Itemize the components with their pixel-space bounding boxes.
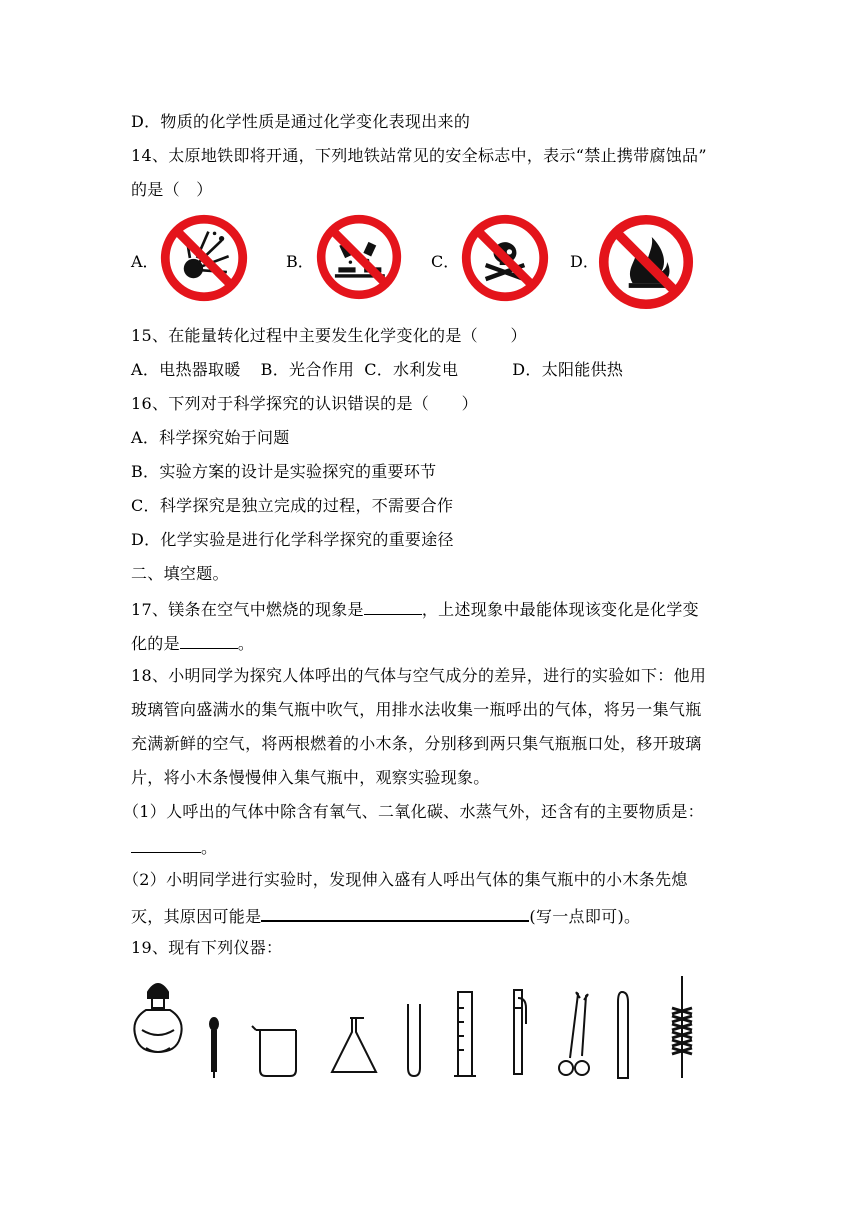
question-18-line4: 片，将小木条慢慢伸入集气瓶中，观察实验现象。 <box>131 768 490 787</box>
question-18-part2-answer: 灭，其原因可能是 (写一点即可)。 <box>131 904 640 927</box>
dropper-icon <box>210 1018 218 1078</box>
question-17-line1: 17、镁条在空气中燃烧的现象是 ，上述现象中最能体现该变化是化学变 <box>131 600 699 619</box>
conical-flask-icon <box>332 1018 376 1072</box>
question-18-line1: 18、小明同学为探究人体呼出的气体与空气成分的差异，进行的实验如下：他用 <box>131 666 707 685</box>
q14-option-c-label: C． <box>431 252 460 271</box>
question-19-stem: 19、现有下列仪器： <box>131 938 283 957</box>
q14-option-d-label: D． <box>570 252 599 271</box>
q17-blank-1[interactable] <box>364 598 422 615</box>
test-tube-icon <box>408 1004 420 1076</box>
question-18-line2: 玻璃管向盛满水的集气瓶中吹气，用排水法收集一瓶呼出的气体，将另一集气瓶 <box>131 700 702 719</box>
q14-option-a-label: A． <box>131 252 159 271</box>
q16-option-c: C．科学探究是独立完成的过程，不需要合作 <box>131 496 454 515</box>
q17-blank-2[interactable] <box>180 632 238 649</box>
question-17-line2: 化的是 。 <box>131 634 255 653</box>
question-14-stem: 14、太原地铁即将开通，下列地铁站常见的安全标志中，表示“禁止携带腐蚀品” <box>131 146 707 165</box>
q15-option-c: C．水利发电 <box>364 360 459 379</box>
q16-option-a: A．科学探究始于问题 <box>131 428 290 447</box>
q15-option-d: D．太阳能供热 <box>512 360 624 379</box>
q15-option-a: A．电热器取暖 <box>131 360 241 379</box>
beaker-icon <box>252 1026 296 1076</box>
crucible-tongs-icon <box>559 993 589 1075</box>
lab-instruments-figure <box>128 968 708 1088</box>
question-15-stem: 15、在能量转化过程中主要发生化学变化的是（ ） <box>131 326 527 345</box>
glass-rod-icon <box>618 992 628 1078</box>
flammable-prohibition-sign-icon <box>598 214 694 310</box>
q14-options-row <box>0 214 860 310</box>
question-14-stem-end: 的是（ ） <box>131 180 213 199</box>
q15-option-b: B．光合作用 <box>260 360 355 379</box>
toxic-prohibition-sign-icon <box>461 214 549 302</box>
q18-blank-1[interactable] <box>131 836 201 853</box>
q14-option-b-label: B． <box>286 252 314 271</box>
explosive-prohibition-sign-icon <box>160 214 248 302</box>
option-d-line: D．物质的化学性质是通过化学变化表现出来的 <box>131 112 471 131</box>
q16-option-b: B．实验方案的设计是实验探究的重要环节 <box>131 462 437 481</box>
corrosive-prohibition-sign-icon <box>316 214 402 300</box>
q16-option-d: D．化学实验是进行化学科学探究的重要途径 <box>131 530 454 549</box>
test-tube-holder-icon <box>514 990 526 1074</box>
graduated-cylinder-icon <box>454 992 476 1076</box>
question-16-stem: 16、下列对于科学探究的认识错误的是（ ） <box>131 394 478 413</box>
test-tube-brush-icon <box>672 976 692 1078</box>
alcohol-lamp-icon <box>134 984 181 1052</box>
q15-options <box>131 360 623 380</box>
question-18-part1: （1）人呼出的气体中除含有氧气、二氧化碳、水蒸气外，还含有的主要物质是： <box>123 802 704 821</box>
question-18-part2: （2）小明同学进行实验时，发现伸入盛有人呼出气体的集气瓶中的小木条先熄 <box>123 870 688 889</box>
question-18-part1-answer: 。 <box>131 836 217 858</box>
q18-blank-2[interactable] <box>261 904 529 922</box>
section-2-heading: 二、填空题。 <box>131 564 229 583</box>
question-18-line3: 充满新鲜的空气，将两根燃着的小木条，分别移到两只集气瓶瓶口处，移开玻璃 <box>131 734 702 753</box>
